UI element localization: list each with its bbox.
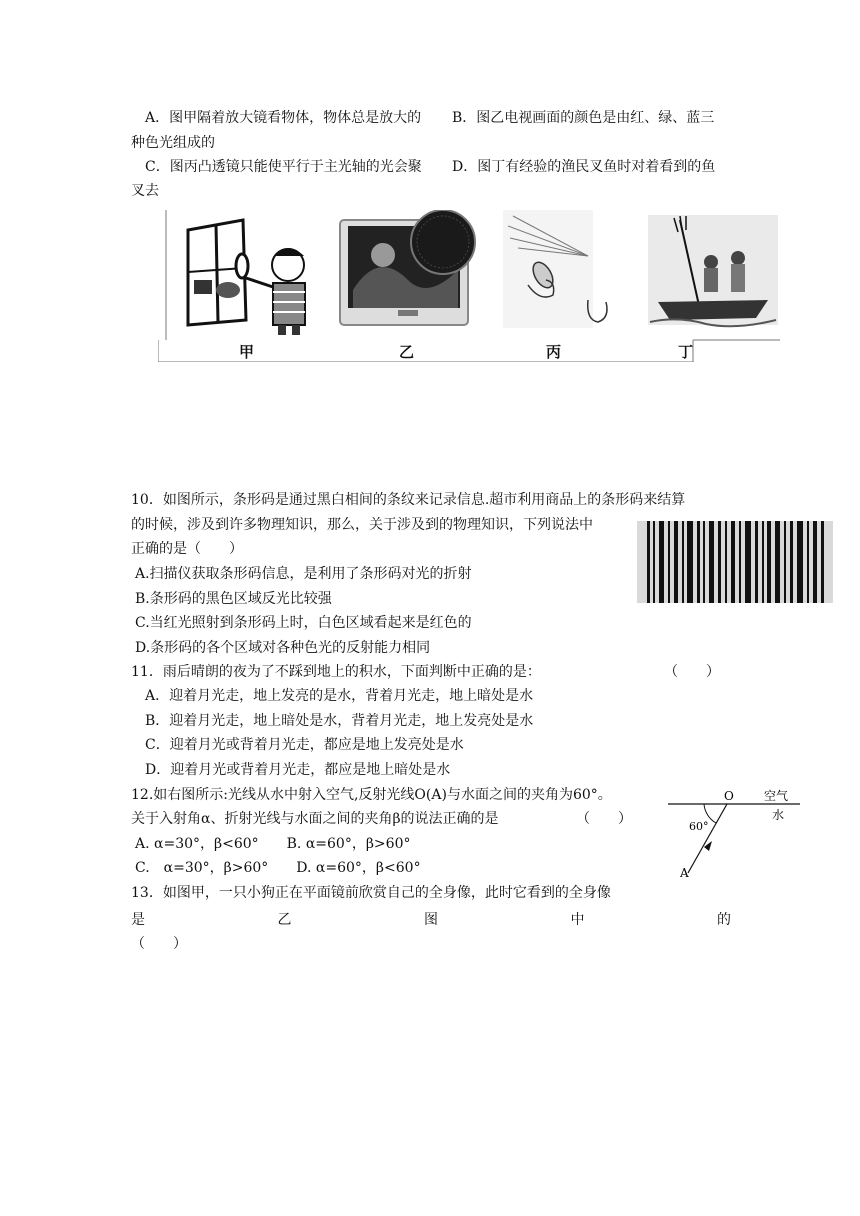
barcode-bar: [790, 521, 793, 603]
q13-word: 图: [424, 912, 438, 928]
barcode-bar: [718, 521, 721, 603]
q9-option-d: D．图丁有经验的渔民叉鱼时对着看到的鱼: [452, 159, 716, 175]
q10-stem-line3: 正确的是（ ）: [131, 541, 243, 557]
barcode-bar: [762, 521, 764, 603]
q10-option-d: D.条形码的各个区域对各种色光的反射能力相同: [135, 640, 431, 656]
barcode-bar: [784, 521, 786, 603]
q11-option-b: B．迎着月光走，地上暗处是水，背着月光走，地上发亮处是水: [145, 713, 534, 729]
bing-convex-lens-illustration: [503, 210, 607, 328]
barcode-bar: [653, 521, 655, 603]
q11-option-c: C．迎着月光或背着月光走，都应是地上发亮处是水: [145, 737, 464, 753]
q13-word: 乙: [277, 912, 292, 928]
barcode-bar: [813, 521, 817, 603]
q10-option-a: A.扫描仪获取条形码信息，是利用了条形码对光的折射: [135, 566, 472, 582]
barcode-bar: [755, 521, 758, 603]
q13-word: 的: [717, 912, 731, 928]
barcode-bar: [687, 521, 693, 603]
q13-stem-line2: [131, 910, 731, 930]
q11-answer-paren: （ ）: [664, 664, 720, 680]
q13-answer-paren: （ ）: [131, 936, 187, 952]
q10-option-b: B.条形码的黑色区域反光比较强: [135, 591, 332, 607]
q9-figure-illustrations: [158, 210, 780, 362]
barcode-bar: [703, 521, 705, 603]
q12-answer-paren: （ ）: [576, 811, 632, 827]
barcode-bar: [682, 521, 684, 603]
caption-ding: 丁: [678, 343, 694, 361]
barcode-bar: [739, 521, 741, 603]
caption-jia: 甲: [239, 343, 255, 361]
q9-option-d-cont: 叉去: [131, 183, 159, 199]
q13-stem-line1: 13．如图甲，一只小狗正在平面镜前欣赏自己的全身像，此时它看到的全身像: [131, 885, 611, 901]
barcode-bar: [767, 521, 771, 603]
q12-options-row2: C. α=30°，β>60° D. α=60°，β<60°: [135, 860, 421, 876]
label-water: 水: [772, 808, 785, 822]
q12-stem-line2: 关于入射角α、折射光线与水面之间的夹角β的说法正确的是: [131, 811, 499, 827]
q12-options-row1: A. α=30°，β<60° B. α=60°，β>60°: [135, 836, 411, 852]
barcode-bar: [668, 521, 670, 603]
label-a: A: [680, 866, 689, 880]
barcode-bar: [659, 521, 664, 603]
q11-stem: 11．雨后晴朗的夜为了不踩到地上的积水，下面判断中正确的是：: [131, 664, 541, 680]
q10-stem-line1: 10．如图所示，条形码是通过黑白相间的条纹来记录信息.超市利用商品上的条形码来结算: [131, 492, 686, 508]
yi-television-illustration: [340, 210, 475, 325]
barcode-bar: [647, 521, 650, 603]
q9-option-b-cont: 种色光组成的: [131, 135, 215, 151]
q11-option-d: D．迎着月光或背着月光走，都应是地上暗处是水: [145, 762, 451, 778]
barcode-bar: [775, 521, 780, 603]
q11-option-a: A．迎着月光走，地上发亮的是水，背着月光走，地上暗处是水: [145, 688, 534, 704]
caption-yi: 乙: [399, 343, 415, 361]
barcode-bar: [745, 521, 751, 603]
barcode-bar: [821, 521, 824, 603]
q10-option-c: C.当红光照射到条形码上时，白色区域看起来是红色的: [135, 615, 472, 631]
barcode-bar: [697, 521, 700, 603]
q10-stem-line2: 的时候，涉及到许多物理知识，那么，关于涉及到的物理知识，下列说法中: [131, 517, 593, 533]
barcode-bar: [797, 521, 803, 603]
barcode-bar: [725, 521, 727, 603]
q9-figure-strip: [158, 210, 780, 362]
q9-option-b: B．图乙电视画面的颜色是由红、绿、蓝三: [452, 110, 715, 126]
q13-word: 是: [131, 912, 145, 928]
barcode-bar: [731, 521, 735, 603]
caption-bing: 丙: [546, 343, 562, 361]
barcode-image: [637, 521, 833, 603]
q9-option-c: C．图丙凸透镜只能使平行于主光轴的光会聚: [145, 159, 422, 175]
q9-option-a: A．图甲隔着放大镜看物体，物体总是放大的: [145, 110, 422, 126]
barcode-bar: [674, 521, 678, 603]
jia-magnifier-illustration: [188, 220, 305, 335]
barcode-bar: [807, 521, 809, 603]
ding-fisherman-illustration: [648, 215, 778, 326]
label-air: 空气: [764, 789, 789, 803]
refraction-diagram: [660, 785, 810, 885]
q12-stem-line1: 12.如右图所示:光线从水中射入空气,反射光线O(A)与水面之间的夹角为60°。: [131, 787, 612, 803]
label-o: O: [724, 789, 734, 803]
label-angle: 60°: [689, 820, 709, 833]
q13-word: 中: [570, 912, 585, 928]
barcode-bar: [709, 521, 714, 603]
